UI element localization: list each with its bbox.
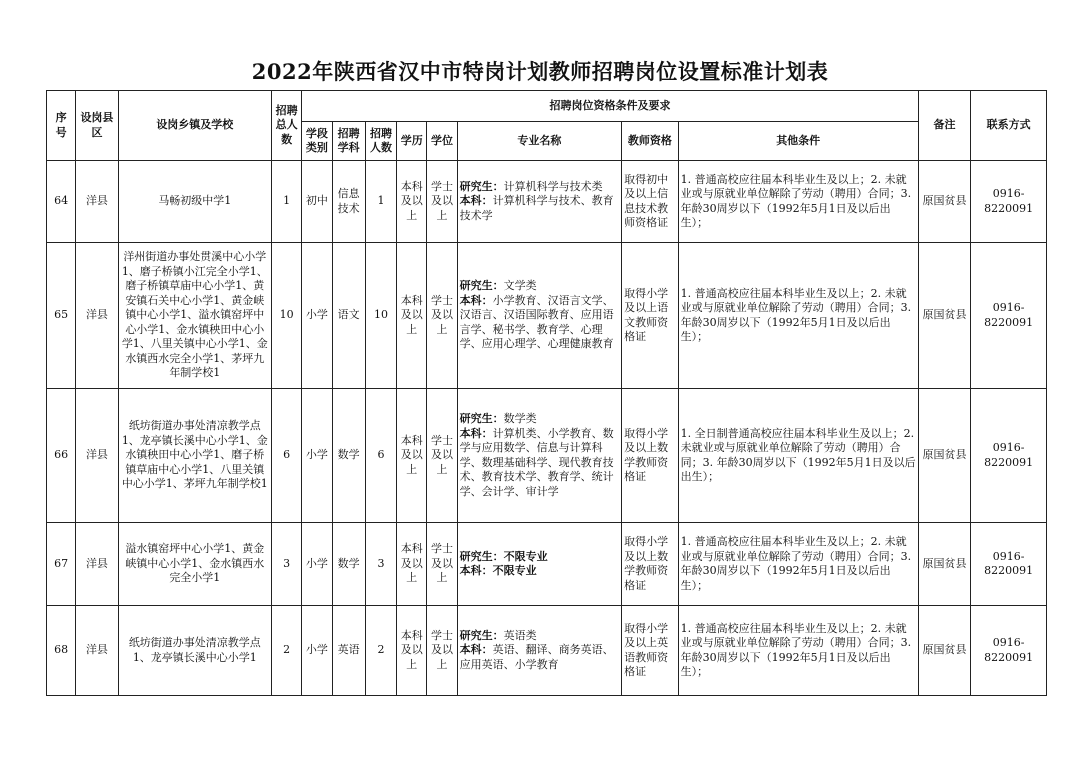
major-ug: 计算机类、小学教育、数学与应用数学、信息与计算科学、数理基础科学、现代教育技术、教育技术学、教育学、统计学、会计学、审计学 xyxy=(459,426,614,498)
major-ug-label: 本科： xyxy=(459,293,493,307)
cell-stage: 小学 xyxy=(302,606,332,696)
header-seq: 序 号 xyxy=(47,91,76,161)
cell-major xyxy=(457,243,621,389)
cell-major xyxy=(457,523,621,606)
cell-remark: 原国贫县 xyxy=(918,606,970,696)
cell-remark: 原国贫县 xyxy=(918,523,970,606)
cell-total: 1 xyxy=(272,161,302,243)
cell-schools: 洋州街道办事处贯溪中心小学1、磨子桥镇小江完全小学1、磨子桥镇草庙中心小学1、黄安镇石关中心小学1、黄金峡镇中心小学1、溢水镇窑坪中心小学1、金水镇秧田中心小学1、八里关镇中心小学1、金水镇西水完全小学1、茅坪九年制学校1 xyxy=(118,243,271,389)
header-count: 招聘 人数 xyxy=(365,122,396,161)
cell-subject: 语文 xyxy=(332,243,365,389)
cell-total: 6 xyxy=(272,389,302,523)
cell-major xyxy=(457,389,621,523)
cell-contact: 0916- 8220091 xyxy=(971,389,1047,523)
cell-other: 1. 普通高校应往届本科毕业生及以上；2. 未就业或与原就业单位解除了劳动（聘用）合同；3. 年龄30周岁以下（1992年5月1日及以后出生）； xyxy=(678,523,918,606)
cell-schools: 纸坊街道办事处清凉教学点1、龙亭镇长溪中心小学1、金水镇秧田中心小学1、磨子桥镇草庙中心小学1、八里关镇中心小学1、茅坪九年制学校1 xyxy=(118,389,271,523)
table-row xyxy=(47,161,1047,243)
header-schools: 设岗乡镇及学校 xyxy=(118,91,271,161)
cell-count: 2 xyxy=(365,606,396,696)
cell-total: 3 xyxy=(272,523,302,606)
major-ug-label: 本科： xyxy=(459,564,493,577)
cell-contact: 0916- 8220091 xyxy=(971,523,1047,606)
cell-degree: 学士 及以 上 xyxy=(427,523,457,606)
cell-remark: 原国贫县 xyxy=(918,161,970,243)
major-grad-label: 研究生： xyxy=(459,549,504,563)
major-ug: 小学教育、汉语言文学、汉语言、汉语国际教育、应用语言学、秘书学、教育学、心理学、应用心理学、心理健康教育 xyxy=(459,293,614,351)
cell-stage: 初中 xyxy=(302,161,332,243)
cell-count: 3 xyxy=(365,523,396,606)
cell-seq: 64 xyxy=(47,161,76,243)
cell-qualification: 取得小学及以上语文教师资格证 xyxy=(622,243,679,389)
cell-subject: 信息 技术 xyxy=(332,161,365,243)
cell-count: 6 xyxy=(365,389,396,523)
major-ug: 计算机科学与技术、教育技术学 xyxy=(459,194,614,222)
cell-count: 10 xyxy=(365,243,396,389)
cell-other: 1. 全日制普通高校应往届本科毕业生及以上；2. 未就业或与原就业单位解除了劳动（聘用）合同；3. 年龄30周岁以下（1992年5月1日及以后出生）； xyxy=(678,389,918,523)
header-major: 专业名称 xyxy=(457,122,621,161)
header-remark: 备注 xyxy=(918,91,970,161)
header-requirements: 招聘岗位资格条件及要求 xyxy=(302,91,919,122)
cell-qualification: 取得小学及以上数学教师资格证 xyxy=(622,389,679,523)
major-ug: 英语、翻译、商务英语、应用英语、小学教育 xyxy=(459,643,614,671)
major-ug-label: 本科： xyxy=(459,643,493,657)
major-ug: 不限专业 xyxy=(492,564,537,577)
major-grad: 英语类 xyxy=(503,628,537,642)
cell-schools: 马畅初级中学1 xyxy=(118,161,271,243)
cell-qualification: 取得小学及以上英语教师资格证 xyxy=(622,606,679,696)
header-education: 学历 xyxy=(397,122,427,161)
cell-seq: 67 xyxy=(47,523,76,606)
cell-remark: 原国贫县 xyxy=(918,389,970,523)
header-county: 设岗县 区 xyxy=(76,91,118,161)
cell-seq: 65 xyxy=(47,243,76,389)
header-contact: 联系方式 xyxy=(971,91,1047,161)
cell-contact: 0916- 8220091 xyxy=(971,161,1047,243)
major-grad-label: 研究生： xyxy=(459,412,504,425)
cell-qualification: 取得小学及以上数学教师资格证 xyxy=(622,523,679,606)
cell-count: 1 xyxy=(365,161,396,243)
cell-education: 本科 及以 上 xyxy=(397,243,427,389)
cell-stage: 小学 xyxy=(302,389,332,523)
cell-remark: 原国贫县 xyxy=(918,243,970,389)
table-row xyxy=(47,243,1047,389)
cell-total: 10 xyxy=(272,243,302,389)
cell-education: 本科 及以 上 xyxy=(397,523,427,606)
cell-other: 1. 普通高校应往届本科毕业生及以上；2. 未就业或与原就业单位解除了劳动（聘用）合同；3. 年龄30周岁以下（1992年5月1日及以后出生）； xyxy=(678,243,918,389)
cell-education: 本科 及以 上 xyxy=(397,161,427,243)
cell-seq: 68 xyxy=(47,606,76,696)
major-ug-label: 本科： xyxy=(459,194,493,208)
major-grad: 计算机科学与技术类 xyxy=(503,179,603,193)
cell-degree: 学士 及以 上 xyxy=(427,161,457,243)
table-row xyxy=(47,389,1047,523)
header-qualification: 教师资格 xyxy=(622,122,679,161)
cell-county: 洋县 xyxy=(76,606,118,696)
major-grad-label: 研究生： xyxy=(459,179,504,193)
cell-subject: 数学 xyxy=(332,523,365,606)
major-grad-label: 研究生： xyxy=(459,628,504,642)
cell-degree: 学士 及以 上 xyxy=(427,606,457,696)
cell-stage: 小学 xyxy=(302,243,332,389)
cell-subject: 数学 xyxy=(332,389,365,523)
cell-subject: 英语 xyxy=(332,606,365,696)
cell-education: 本科 及以 上 xyxy=(397,389,427,523)
header-stage: 学段 类别 xyxy=(302,122,332,161)
cell-county: 洋县 xyxy=(76,243,118,389)
cell-major xyxy=(457,161,621,243)
major-ug-label: 本科： xyxy=(459,426,493,440)
header-subject: 招聘 学科 xyxy=(332,122,365,161)
cell-education: 本科 及以 上 xyxy=(397,606,427,696)
cell-seq: 66 xyxy=(47,389,76,523)
cell-degree: 学士 及以 上 xyxy=(427,389,457,523)
cell-qualification: 取得初中及以上信息技术教师资格证 xyxy=(622,161,679,243)
page-title: 2022年陕西省汉中市特岗计划教师招聘岗位设置标准计划表 xyxy=(251,59,829,84)
table-row xyxy=(47,523,1047,606)
cell-contact: 0916- 8220091 xyxy=(971,606,1047,696)
cell-total: 2 xyxy=(272,606,302,696)
cell-major xyxy=(457,606,621,696)
cell-schools: 纸坊街道办事处清凉教学点1、龙亭镇长溪中心小学1 xyxy=(118,606,271,696)
major-grad-label: 研究生： xyxy=(459,279,504,293)
major-grad: 文学类 xyxy=(503,279,537,293)
cell-county: 洋县 xyxy=(76,523,118,606)
cell-stage: 小学 xyxy=(302,523,332,606)
cell-degree: 学士 及以 上 xyxy=(427,243,457,389)
major-grad: 数学类 xyxy=(503,412,537,425)
major-grad: 不限专业 xyxy=(503,549,548,563)
recruitment-table xyxy=(46,90,1047,696)
table-row xyxy=(47,606,1047,696)
cell-other: 1. 普通高校应往届本科毕业生及以上；2. 未就业或与原就业单位解除了劳动（聘用）合同；3. 年龄30周岁以下（1992年5月1日及以后出生）； xyxy=(678,606,918,696)
cell-county: 洋县 xyxy=(76,161,118,243)
header-degree: 学位 xyxy=(427,122,457,161)
cell-contact: 0916- 8220091 xyxy=(971,243,1047,389)
cell-other: 1. 普通高校应往届本科毕业生及以上；2. 未就业或与原就业单位解除了劳动（聘用）合同；3. 年龄30周岁以下（1992年5月1日及以后出生）； xyxy=(678,161,918,243)
cell-schools: 溢水镇窑坪中心小学1、黄金峡镇中心小学1、金水镇西水完全小学1 xyxy=(118,523,271,606)
cell-county: 洋县 xyxy=(76,389,118,523)
header-total: 招聘 总人 数 xyxy=(272,91,302,161)
header-other: 其他条件 xyxy=(678,122,918,161)
